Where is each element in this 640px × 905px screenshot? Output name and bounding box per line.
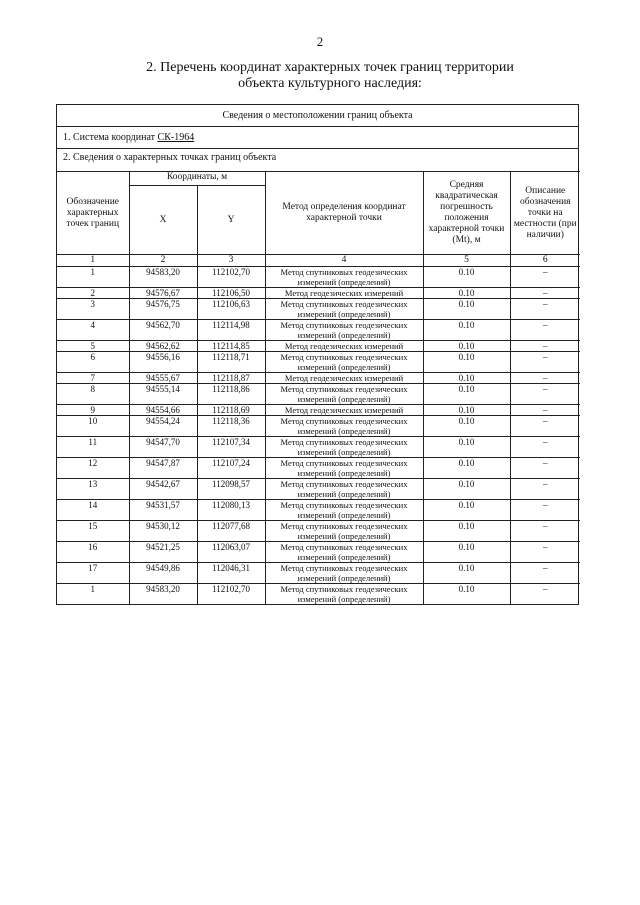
method-cell: Метод геодезических измерений: [265, 405, 423, 416]
point-number-cell: 7: [57, 373, 129, 384]
header-y: Y: [197, 186, 265, 255]
table-row: [57, 542, 580, 563]
accuracy-cell: 0.10: [423, 416, 510, 437]
column-number: 1: [57, 255, 129, 267]
table-row: [57, 288, 580, 299]
accuracy-cell: 0.10: [423, 267, 510, 288]
y-coordinate-cell: 112046,31: [197, 563, 265, 584]
column-number-row: [57, 255, 580, 267]
coordinates-table: [57, 171, 580, 604]
accuracy-cell: 0.10: [423, 521, 510, 542]
column-number: 6: [510, 255, 580, 267]
method-cell: Метод спутниковых геодезических измерений (определений): [265, 352, 423, 373]
accuracy-cell: 0.10: [423, 542, 510, 563]
column-number: 4: [265, 255, 423, 267]
header-x: X: [129, 186, 197, 255]
table-row: [57, 341, 580, 352]
x-coordinate-cell: 94530,12: [129, 521, 197, 542]
accuracy-cell: 0.10: [423, 341, 510, 352]
description-cell: –: [510, 320, 580, 341]
accuracy-cell: 0.10: [423, 299, 510, 320]
accuracy-cell: 0.10: [423, 458, 510, 479]
accuracy-cell: 0.10: [423, 500, 510, 521]
y-coordinate-cell: 112106,63: [197, 299, 265, 320]
point-number-cell: 11: [57, 437, 129, 458]
x-coordinate-cell: 94542,67: [129, 479, 197, 500]
point-number-cell: 1: [57, 584, 129, 605]
header-accuracy: Средняя квадратическая погрешность положения характерной точки (Mt), м: [423, 172, 510, 255]
y-coordinate-cell: 112118,69: [197, 405, 265, 416]
title-line-2: объекта культурного наследия:: [238, 76, 422, 91]
coordinate-system-row: [57, 127, 578, 149]
method-cell: Метод спутниковых геодезических измерений (определений): [265, 479, 423, 500]
point-number-cell: 16: [57, 542, 129, 563]
point-number-cell: 1: [57, 267, 129, 288]
y-coordinate-cell: 112106,50: [197, 288, 265, 299]
title-line-1: 2. Перечень координат характерных точек границ территории: [146, 60, 514, 75]
x-coordinate-cell: 94555,14: [129, 384, 197, 405]
header-designation: Обозначение характерных точек границ: [57, 172, 129, 255]
y-coordinate-cell: 112080,13: [197, 500, 265, 521]
y-coordinate-cell: 112114,85: [197, 341, 265, 352]
table-row: [57, 563, 580, 584]
description-cell: –: [510, 479, 580, 500]
points-section-label: 2. Сведения о характерных точках границ объекта: [63, 152, 277, 163]
description-cell: –: [510, 416, 580, 437]
point-number-cell: 3: [57, 299, 129, 320]
y-coordinate-cell: 112114,98: [197, 320, 265, 341]
method-cell: Метод спутниковых геодезических измерений (определений): [265, 542, 423, 563]
accuracy-cell: 0.10: [423, 288, 510, 299]
point-number-cell: 2: [57, 288, 129, 299]
accuracy-cell: 0.10: [423, 373, 510, 384]
table-row: [57, 373, 580, 384]
method-cell: Метод спутниковых геодезических измерений (определений): [265, 299, 423, 320]
method-cell: Метод спутниковых геодезических измерений (определений): [265, 500, 423, 521]
method-cell: Метод спутниковых геодезических измерений (определений): [265, 563, 423, 584]
description-cell: –: [510, 500, 580, 521]
column-number: 2: [129, 255, 197, 267]
description-cell: –: [510, 341, 580, 352]
page-number: 2: [316, 34, 324, 49]
x-coordinate-cell: 94583,20: [129, 267, 197, 288]
point-number-cell: 14: [57, 500, 129, 521]
x-coordinate-cell: 94549,86: [129, 563, 197, 584]
x-coordinate-cell: 94521,25: [129, 542, 197, 563]
method-cell: Метод геодезических измерений: [265, 341, 423, 352]
method-cell: Метод геодезических измерений: [265, 288, 423, 299]
table-row: [57, 521, 580, 542]
boundary-info-frame: [56, 104, 579, 605]
column-number: 3: [197, 255, 265, 267]
point-number-cell: 10: [57, 416, 129, 437]
table-row: [57, 352, 580, 373]
description-cell: –: [510, 521, 580, 542]
x-coordinate-cell: 94576,75: [129, 299, 197, 320]
header-description: Описание обозначения точки на местности (при наличии): [510, 172, 580, 255]
accuracy-cell: 0.10: [423, 479, 510, 500]
table-row: [57, 384, 580, 405]
method-cell: Метод спутниковых геодезических измерений (определений): [265, 320, 423, 341]
point-number-cell: 8: [57, 384, 129, 405]
description-cell: –: [510, 352, 580, 373]
x-coordinate-cell: 94555,67: [129, 373, 197, 384]
y-coordinate-cell: 112098,57: [197, 479, 265, 500]
y-coordinate-cell: 112118,71: [197, 352, 265, 373]
accuracy-cell: 0.10: [423, 563, 510, 584]
y-coordinate-cell: 112118,36: [197, 416, 265, 437]
method-cell: Метод спутниковых геодезических измерений (определений): [265, 384, 423, 405]
description-cell: –: [510, 437, 580, 458]
table-row: [57, 299, 580, 320]
description-cell: –: [510, 267, 580, 288]
x-coordinate-cell: 94547,87: [129, 458, 197, 479]
x-coordinate-cell: 94556,16: [129, 352, 197, 373]
table-row: [57, 267, 580, 288]
y-coordinate-cell: 112077,68: [197, 521, 265, 542]
description-cell: –: [510, 299, 580, 320]
x-coordinate-cell: 94554,66: [129, 405, 197, 416]
accuracy-cell: 0.10: [423, 320, 510, 341]
description-cell: –: [510, 458, 580, 479]
table-row: [57, 458, 580, 479]
point-number-cell: 13: [57, 479, 129, 500]
accuracy-cell: 0.10: [423, 352, 510, 373]
x-coordinate-cell: 94576,67: [129, 288, 197, 299]
x-coordinate-cell: 94531,57: [129, 500, 197, 521]
y-coordinate-cell: 112107,24: [197, 458, 265, 479]
section-header: Сведения о местоположении границ объекта: [57, 105, 578, 127]
method-cell: Метод спутниковых геодезических измерений (определений): [265, 416, 423, 437]
accuracy-cell: 0.10: [423, 405, 510, 416]
method-cell: Метод спутниковых геодезических измерений (определений): [265, 437, 423, 458]
method-cell: Метод спутниковых геодезических измерений (определений): [265, 267, 423, 288]
point-number-cell: 5: [57, 341, 129, 352]
description-cell: –: [510, 542, 580, 563]
description-cell: –: [510, 373, 580, 384]
x-coordinate-cell: 94562,62: [129, 341, 197, 352]
table-row: [57, 416, 580, 437]
document-title: [60, 60, 600, 92]
accuracy-cell: 0.10: [423, 584, 510, 605]
point-number-cell: 17: [57, 563, 129, 584]
y-coordinate-cell: 112102,70: [197, 584, 265, 605]
point-number-cell: 6: [57, 352, 129, 373]
y-coordinate-cell: 112107,34: [197, 437, 265, 458]
method-cell: Метод спутниковых геодезических измерений (определений): [265, 521, 423, 542]
x-coordinate-cell: 94554,24: [129, 416, 197, 437]
point-number-cell: 4: [57, 320, 129, 341]
accuracy-cell: 0.10: [423, 437, 510, 458]
description-cell: –: [510, 288, 580, 299]
description-cell: –: [510, 384, 580, 405]
method-cell: Метод геодезических измерений: [265, 373, 423, 384]
coordinate-system-value: СК-1964: [157, 132, 195, 143]
y-coordinate-cell: 112118,87: [197, 373, 265, 384]
description-cell: –: [510, 405, 580, 416]
accuracy-cell: 0.10: [423, 384, 510, 405]
coordinate-system-label: 1. Система координат: [63, 132, 158, 143]
point-number-cell: 15: [57, 521, 129, 542]
column-number: 5: [423, 255, 510, 267]
header-coordinates: Координаты, м: [129, 172, 265, 186]
table-row: [57, 500, 580, 521]
x-coordinate-cell: 94547,70: [129, 437, 197, 458]
table-row: [57, 320, 580, 341]
table-row: [57, 584, 580, 605]
description-cell: –: [510, 584, 580, 605]
x-coordinate-cell: 94583,20: [129, 584, 197, 605]
x-coordinate-cell: 94562,70: [129, 320, 197, 341]
header-method: Метод определения координат характерной точки: [265, 172, 423, 255]
table-row: [57, 479, 580, 500]
y-coordinate-cell: 112118,86: [197, 384, 265, 405]
method-cell: Метод спутниковых геодезических измерений (определений): [265, 584, 423, 605]
y-coordinate-cell: 112063,07: [197, 542, 265, 563]
table-row: [57, 405, 580, 416]
point-number-cell: 9: [57, 405, 129, 416]
method-cell: Метод спутниковых геодезических измерений (определений): [265, 458, 423, 479]
y-coordinate-cell: 112102,70: [197, 267, 265, 288]
point-number-cell: 12: [57, 458, 129, 479]
table-row: [57, 437, 580, 458]
description-cell: –: [510, 563, 580, 584]
